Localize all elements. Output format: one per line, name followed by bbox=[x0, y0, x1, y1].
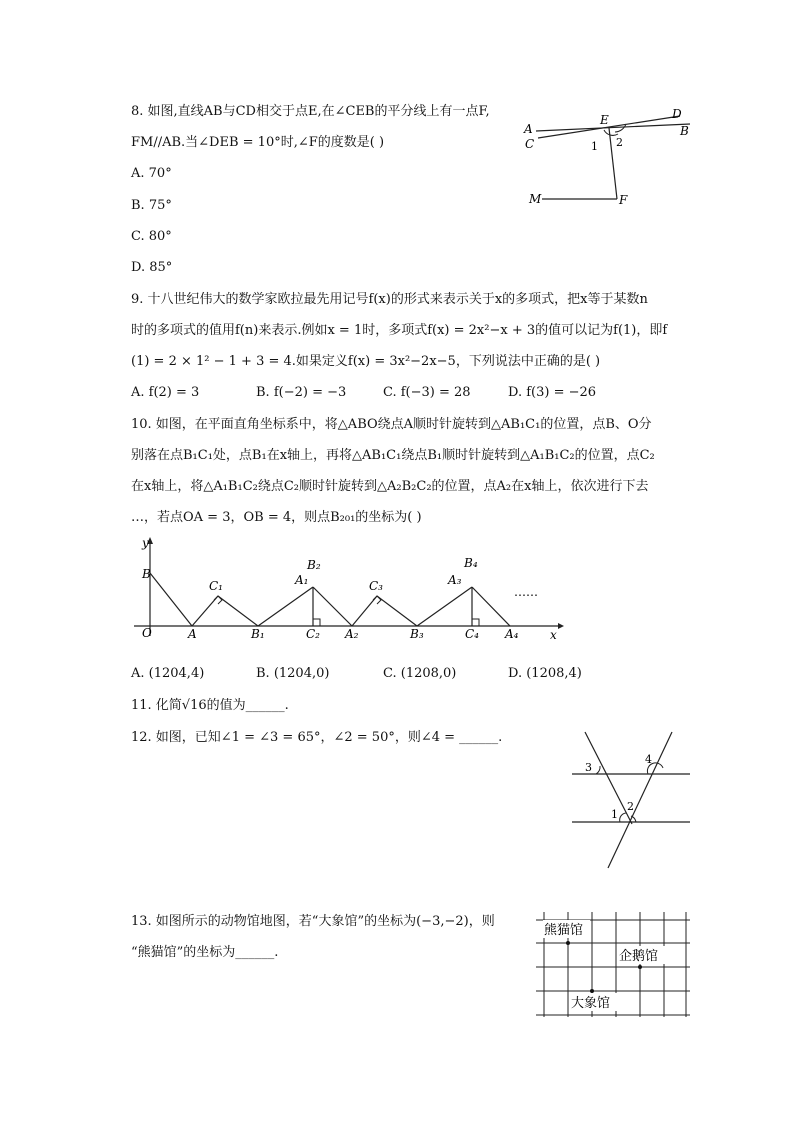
q9-option-d: D. f(3) = −26 bbox=[508, 385, 597, 400]
q8-label-e: E bbox=[600, 113, 609, 127]
q10-label-b: B bbox=[142, 567, 151, 581]
q8-line2: FM//AB.当∠DEB = 10°时,∠F的度数是( ) bbox=[131, 135, 385, 150]
q9-option-c: C. f(−3) = 28 bbox=[383, 385, 471, 400]
q9-option-b: B. f(−2) = −3 bbox=[256, 385, 347, 400]
q8-option-d: D. 85° bbox=[131, 260, 173, 275]
q8-option-c: C. 80° bbox=[131, 229, 172, 244]
q10-label-b3: B₃ bbox=[410, 627, 424, 641]
q10-label-y: y bbox=[142, 536, 149, 550]
q8-label-m: M bbox=[529, 192, 542, 206]
q10-option-a: A. (1204,4) bbox=[131, 666, 205, 681]
q10-label-c4: C₄ bbox=[465, 627, 479, 641]
q10-option-b: B. (1204,0) bbox=[256, 666, 330, 681]
q8-label-a: A bbox=[524, 122, 533, 136]
q9-line3: (1) = 2 × 1² − 1 + 3 = 4.如果定义f(x) = 3x²−2x−5，下列说法中正确的是( ) bbox=[131, 354, 601, 369]
q10-label-o: O bbox=[142, 626, 152, 640]
q10-line4: …，若点OA = 3，OB = 4，则点B₂₀₁的坐标为( ) bbox=[131, 510, 422, 525]
q8-label-1: 1 bbox=[591, 140, 598, 153]
q13-label-panda: 熊猫馆 bbox=[544, 923, 584, 938]
q8-label-d: D bbox=[672, 107, 682, 121]
q12-line1: 12. 如图，已知∠1 = ∠3 = 65°，∠2 = 50°，则∠4 = ______. bbox=[131, 730, 503, 745]
q10-label-c2: C₂ bbox=[306, 627, 320, 641]
q10-line2: 别落在点B₁C₁处，点B₁在x轴上，再将△AB₁C₁绕点B₁顺时针旋转到△A₁B₁C₂的位置，点C₂ bbox=[131, 448, 655, 463]
q11-line1: 11. 化简√16的值为______. bbox=[131, 698, 289, 713]
q13-line1: 13. 如图所示的动物馆地图，若“大象馆”的坐标为(−3,−2)，则 bbox=[131, 914, 495, 929]
q8-label-b: B bbox=[680, 124, 689, 138]
q10-label-b4: B₄ bbox=[464, 556, 478, 570]
q10-line3: 在x轴上，将△A₁B₁C₂绕点C₂顺时针旋转到△A₂B₂C₂的位置，点A₂在x轴上，依次进行下去 bbox=[131, 479, 649, 494]
q9-option-a: A. f(2) = 3 bbox=[131, 385, 200, 400]
q13-label-elephant: 大象馆 bbox=[571, 996, 611, 1011]
q10-line1: 10. 如图，在平面直角坐标系中，将△ABO绕点A顺时针旋转到△AB₁C₁的位置，点B、O分 bbox=[131, 417, 652, 432]
q12-label-1: 1 bbox=[611, 808, 618, 821]
q10-label-a: A bbox=[188, 627, 197, 641]
q12-figure bbox=[560, 728, 695, 873]
q9-line1: 9. 十八世纪伟大的数学家欧拉最先用记号f(x)的形式来表示关于x的多项式，把x等于某数n bbox=[131, 292, 648, 307]
q9-line2: 时的多项式的值用f(n)来表示.例如x = 1时，多项式f(x) = 2x²−x + 3的值可以记为f(1)，即f bbox=[131, 323, 668, 338]
q8-option-a: A. 70° bbox=[131, 166, 172, 181]
q13-line2: “熊猫馆”的坐标为______. bbox=[131, 945, 279, 960]
q10-label-dots: …… bbox=[514, 585, 538, 599]
q8-line1: 8. 如图,直线AB与CD相交于点E,在∠CEB的平分线上有一点F, bbox=[131, 104, 490, 119]
q8-label-c: C bbox=[525, 137, 535, 151]
q10-label-x: x bbox=[550, 628, 557, 642]
q10-option-c: C. (1208,0) bbox=[383, 666, 457, 681]
q10-label-b2: B₂ bbox=[307, 558, 321, 572]
q12-label-3: 3 bbox=[585, 761, 592, 774]
q10-option-d: D. (1208,4) bbox=[508, 666, 582, 681]
q10-label-c1: C₁ bbox=[209, 579, 223, 593]
q10-label-a1: A₁ bbox=[295, 573, 309, 587]
q10-figure bbox=[130, 532, 570, 647]
q10-label-c3: C₃ bbox=[369, 579, 383, 593]
q13-map bbox=[530, 912, 690, 1022]
q10-label-a2: A₂ bbox=[345, 627, 359, 641]
q10-label-b1: B₁ bbox=[251, 627, 265, 641]
q8-label-f: F bbox=[619, 193, 628, 207]
q13-label-penguin: 企鹅馆 bbox=[619, 949, 659, 964]
q8-label-2: 2 bbox=[616, 136, 623, 149]
q8-option-b: B. 75° bbox=[131, 198, 172, 213]
q12-label-4: 4 bbox=[645, 753, 652, 766]
q12-label-2: 2 bbox=[627, 800, 634, 813]
q10-label-a3: A₃ bbox=[448, 573, 462, 587]
q10-label-a4: A₄ bbox=[505, 627, 519, 641]
q8-figure bbox=[520, 100, 700, 215]
